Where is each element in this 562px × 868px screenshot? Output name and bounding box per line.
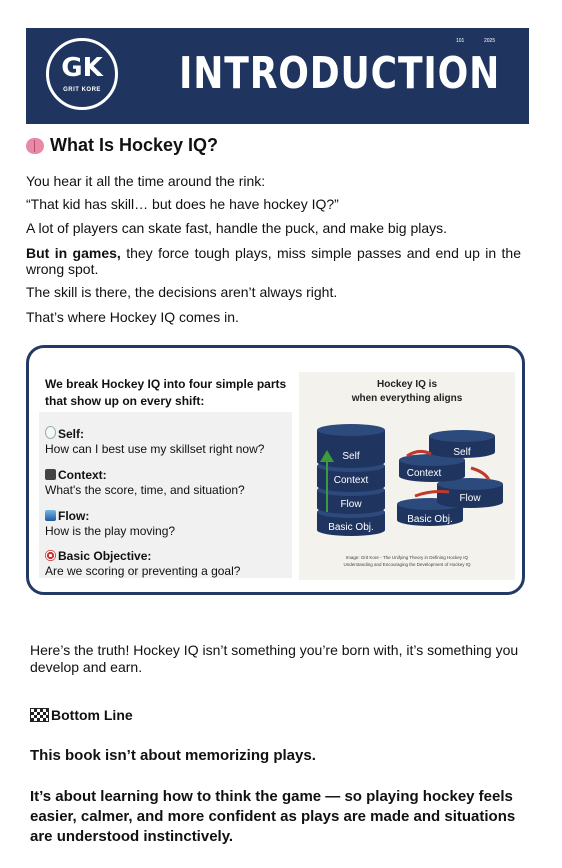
- banner-tiny-right: 2025: [484, 38, 496, 44]
- item-title: Flow:: [58, 509, 90, 523]
- aligned-stack: [317, 424, 385, 536]
- header-banner: [26, 28, 529, 124]
- item-desc: How can I best use my skillset right now?: [45, 442, 265, 456]
- svg-text:Context: Context: [406, 468, 442, 479]
- diagram-title-line2: when everything aligns: [351, 393, 463, 404]
- hockey-iq-diagram: [299, 372, 515, 580]
- item-desc: How is the play moving?: [45, 524, 176, 538]
- svg-text:Self: Self: [453, 447, 471, 458]
- section-heading: [26, 135, 218, 156]
- svg-text:Context: Context: [333, 475, 369, 486]
- caption-line1: Image: Grit Kore - The Unifying Theory in Defining Hockey IQ: [345, 555, 469, 560]
- item-title: Basic Objective:: [58, 549, 152, 563]
- caption-line2: Understanding and Encouraging the Development of Hockey IQ: [343, 562, 471, 567]
- paragraph-4: [26, 245, 521, 277]
- bottom-line-2: It’s about learning how to think the game — so playing hockey feels easier, calmer, and more confident as plays are made and situations are understood instinctively.: [30, 788, 516, 845]
- egg-icon: [45, 426, 56, 439]
- puck-context-right: [399, 454, 465, 482]
- svg-text:Basic Obj.: Basic Obj.: [328, 522, 374, 533]
- misaligned-stack: [397, 430, 503, 526]
- context-icon: [45, 469, 56, 480]
- section-title: What Is Hockey IQ?: [50, 135, 219, 155]
- banner-tiny-left: 101: [456, 38, 465, 44]
- brain-icon: [26, 138, 44, 154]
- logo-initials: GK: [61, 53, 103, 83]
- bottom-line-1: This book isn’t about memorizing plays.: [30, 747, 316, 764]
- checkered-flag-icon: [30, 708, 49, 722]
- diagram-caption: [299, 554, 515, 568]
- list-item-self: [45, 426, 264, 457]
- paragraph-6: That’s where Hockey IQ comes in.: [26, 309, 239, 325]
- paragraph-1: You hear it all the time around the rink:: [26, 173, 266, 189]
- item-title: Context:: [58, 468, 107, 482]
- svg-text:Flow: Flow: [459, 493, 481, 504]
- paragraph-2: “That kid has skill… but does he have hockey IQ?”: [26, 196, 339, 212]
- paragraph-4-text: they force tough plays, miss simple passes and end up in the wrong spot.: [26, 245, 522, 277]
- logo-name: GRIT KORE: [63, 87, 101, 93]
- bottom-line-title: Bottom Line: [51, 707, 133, 723]
- paragraph-3: A lot of players can skate fast, handle the puck, and make big plays.: [26, 220, 448, 236]
- svg-text:Flow: Flow: [340, 499, 362, 510]
- games-lead: But in games,: [26, 245, 121, 261]
- list-item-flow: [45, 509, 175, 539]
- bottom-line-heading: [30, 707, 133, 723]
- item-desc: What's the score, time, and situation?: [45, 483, 245, 497]
- wave-icon: [45, 510, 56, 521]
- item-desc: Are we scoring or preventing a goal?: [45, 564, 241, 578]
- svg-text:Self: Self: [342, 451, 360, 462]
- paragraph-5: The skill is there, the decisions aren’t always right.: [26, 284, 338, 300]
- parts-list: [39, 412, 292, 578]
- grit-kore-logo: [46, 38, 118, 110]
- card-heading: We break Hockey IQ into four simple parts that show up on every shift:: [45, 377, 287, 408]
- list-item-context: [45, 468, 245, 498]
- puck-stacks: [299, 372, 515, 552]
- item-title: Self:: [58, 427, 85, 441]
- list-item-basic-objective: [45, 549, 240, 579]
- page-title: INTRODUCTION: [179, 48, 501, 99]
- target-icon: [45, 550, 56, 561]
- diagram-title-line1: Hockey IQ is: [376, 379, 438, 390]
- four-parts-card: [26, 345, 525, 595]
- truth-paragraph: Here’s the truth! Hockey IQ isn’t something you’re born with, it’s something you develop and earn.: [30, 642, 519, 675]
- svg-text:Basic Obj.: Basic Obj.: [407, 514, 453, 525]
- puck-self-right: [429, 430, 495, 458]
